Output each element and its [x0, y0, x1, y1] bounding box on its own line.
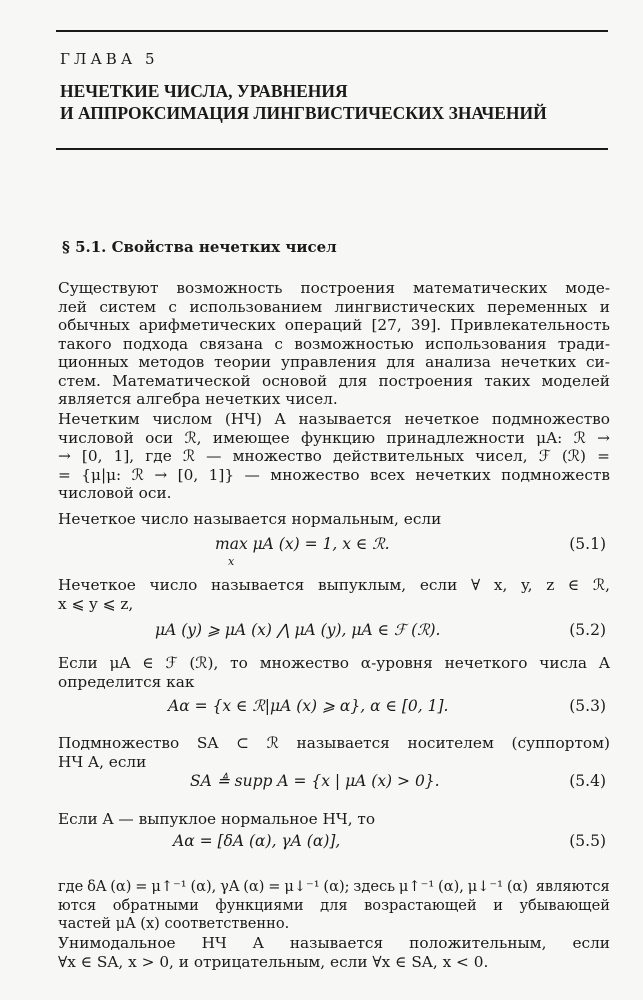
word: число	[149, 576, 198, 594]
word: (ℛ),	[189, 654, 219, 672]
word: (α)	[110, 878, 132, 895]
word: нечеткого	[444, 654, 528, 672]
word: и	[493, 896, 503, 914]
word: арифметических	[138, 316, 276, 334]
text-span	[58, 279, 610, 298]
word: называется	[210, 576, 305, 594]
word: ℛ,	[184, 428, 202, 447]
word: ℛ	[131, 465, 144, 484]
word: использованием	[189, 297, 323, 316]
word: стем.	[58, 371, 101, 390]
word: оси	[145, 428, 174, 447]
word: ∈	[142, 654, 154, 672]
word: моде-	[565, 279, 610, 297]
equation-expr: Aα = [δA (α), γA (α)],	[173, 832, 341, 850]
word: 1],	[113, 447, 135, 465]
paragraph-1	[58, 279, 610, 409]
word: НЧ	[201, 934, 227, 952]
word: (α)	[243, 878, 265, 895]
text-line	[58, 298, 610, 317]
word: A	[252, 934, 264, 952]
word: называется	[296, 734, 390, 752]
text-line	[58, 915, 610, 934]
word: с	[168, 297, 177, 316]
word: ℛ,	[592, 576, 610, 594]
inverse-text	[58, 878, 610, 934]
word: построения	[378, 371, 473, 390]
word: обратными	[112, 896, 199, 914]
word: ционных	[58, 353, 129, 371]
word: (α),	[190, 878, 217, 895]
alpha-intro	[58, 654, 610, 691]
text-line	[58, 734, 610, 753]
chapter-label: ГЛАВА 5	[60, 50, 159, 68]
word: положительным,	[409, 934, 547, 952]
word: →	[597, 428, 610, 447]
text-line	[58, 279, 610, 298]
word: множество	[259, 654, 349, 672]
word: функцию	[301, 428, 376, 447]
word: ℛ	[182, 447, 196, 465]
word: анализа	[425, 353, 491, 371]
word: нечетких	[500, 353, 577, 371]
text-span: числовой оси.	[58, 484, 172, 502]
text-span: НЧ A, если	[58, 752, 147, 771]
word: (α)	[506, 878, 529, 895]
text-span	[58, 654, 610, 673]
word: числовой	[58, 428, 134, 447]
equation-number: (5.5)	[569, 832, 606, 850]
word: ℱ	[165, 654, 178, 672]
word: чисел,	[475, 447, 528, 465]
word: —	[244, 465, 260, 484]
text-span	[58, 466, 610, 485]
text-line	[58, 429, 610, 448]
word: (НЧ)	[224, 410, 262, 428]
text-span	[58, 878, 610, 897]
equation-5-1	[58, 535, 610, 568]
word: {μ|μ:	[81, 465, 122, 484]
word: (суппортом)	[511, 734, 610, 752]
text-line	[58, 316, 610, 335]
word: нечеткое	[404, 410, 480, 428]
text-span	[58, 734, 610, 753]
top-rule	[56, 30, 608, 32]
word: где	[145, 447, 172, 465]
word: с	[274, 334, 283, 353]
word: ются	[58, 896, 97, 914]
word: μA	[109, 654, 131, 672]
word: Если	[58, 654, 98, 672]
word: возможность	[176, 279, 283, 297]
word: моделей	[541, 371, 610, 390]
word: систем	[99, 297, 157, 316]
equation-expr: max μA (x) = 1, x ∈ ℛ.	[215, 535, 390, 553]
text-span: ∀x ∈ SA, x > 0, и отрицательным, если ∀x ∈ SA, x < 0.	[58, 952, 489, 971]
word: математических	[412, 279, 548, 297]
word: подхода	[122, 334, 189, 353]
word: и	[599, 297, 610, 316]
word: лей	[58, 297, 87, 316]
word: множество	[232, 447, 322, 465]
word: возрастающей	[364, 896, 477, 914]
word: таких	[484, 371, 531, 390]
word: ℛ	[266, 734, 279, 752]
text-line	[58, 595, 610, 614]
word: основой	[262, 371, 328, 390]
text-span	[58, 897, 610, 916]
word: [0,	[177, 465, 199, 484]
word: Подмножество	[58, 734, 180, 752]
word: связана	[199, 334, 264, 353]
word: μ↑⁻¹	[398, 878, 435, 895]
word: для	[338, 371, 368, 390]
word: ℱ	[538, 447, 551, 465]
word: переменных	[487, 297, 588, 316]
word: —	[206, 447, 222, 465]
word: 1]}	[208, 465, 235, 484]
word: (α);	[323, 878, 350, 895]
text-span	[58, 934, 610, 953]
word: числа	[539, 654, 588, 672]
word: μ↑⁻¹	[151, 878, 187, 895]
word: Существуют	[58, 279, 159, 297]
word: →	[58, 447, 71, 465]
word: где	[58, 878, 84, 895]
word: =	[268, 878, 281, 895]
text-line	[58, 466, 610, 485]
word: подмножество	[491, 410, 610, 428]
equation-5-4	[58, 772, 610, 794]
word: если	[419, 576, 458, 594]
word: ∀	[471, 576, 481, 594]
normal-intro	[58, 510, 610, 529]
text-line	[58, 353, 610, 372]
text-line	[58, 372, 610, 391]
text-span	[58, 576, 610, 595]
word: построения	[300, 279, 395, 297]
paragraph-2	[58, 410, 610, 503]
text-span: частей μA (x) соответственно.	[58, 915, 290, 932]
text-line	[58, 654, 610, 673]
word: y,	[521, 576, 533, 594]
word: возможностью	[294, 334, 414, 353]
word: =	[135, 878, 148, 895]
word: [0,	[81, 447, 103, 465]
word: ⊂	[236, 734, 249, 752]
word: обычных	[58, 316, 130, 334]
word: z	[546, 576, 555, 594]
equation-5-2	[58, 621, 610, 643]
word: являются	[535, 878, 610, 895]
text-line	[58, 484, 610, 503]
text-span: x ⩽ y ⩽ z,	[58, 594, 134, 613]
word: множество	[270, 465, 360, 484]
word: =	[597, 447, 610, 465]
word: [27,	[371, 316, 402, 334]
text-span	[58, 410, 610, 429]
text-line	[58, 447, 610, 466]
word: действительных	[332, 447, 464, 465]
equation-number: (5.3)	[569, 697, 606, 715]
word: называется	[289, 934, 384, 952]
word: Нечетким	[58, 410, 140, 428]
word: 39].	[410, 316, 442, 334]
convex-normal-intro	[58, 810, 610, 829]
text-span: является алгебра нечетких чисел.	[58, 390, 338, 408]
word: теории	[214, 353, 272, 371]
word: принадлежности	[386, 428, 525, 447]
section-heading: § 5.1. Свойства нечетких чисел	[62, 238, 337, 256]
equation-5-5	[58, 832, 610, 854]
equation-expr: SA ≜ supp A = {x | μA (x) > 0}.	[190, 772, 440, 790]
equation-number: (5.1)	[569, 535, 606, 553]
max-subscript: x	[228, 555, 235, 568]
text-span	[58, 335, 610, 354]
word: выпуклым,	[317, 576, 407, 594]
word: A	[598, 654, 610, 672]
word: операций	[284, 316, 363, 334]
chapter-title-line-2: И АППРОКСИМАЦИЯ ЛИНГВИСТИЧЕСКИХ ЗНАЧЕНИЙ	[60, 103, 547, 123]
chapter-title	[60, 80, 620, 124]
title-rule	[56, 148, 608, 150]
word: использования	[424, 334, 547, 353]
text-line	[58, 335, 610, 354]
word: то	[230, 654, 248, 672]
word: →	[154, 465, 168, 484]
text-span	[58, 429, 610, 448]
text-line	[58, 810, 610, 829]
word: функциями	[215, 896, 304, 914]
word: ∈	[567, 576, 580, 594]
word: μ↓⁻¹	[467, 878, 503, 895]
text-line	[58, 410, 610, 429]
word: методов	[138, 353, 205, 371]
text-span: Если A — выпуклое нормальное НЧ, то	[58, 810, 376, 828]
word: убывающей	[519, 896, 610, 914]
equation-number: (5.4)	[569, 772, 606, 790]
equation-expr: μA (y) ⩾ μA (x) ⋀ μA (y), μA ∈ ℱ (ℛ).	[155, 621, 441, 639]
word: Математической	[112, 371, 251, 390]
word: (ℛ)	[561, 447, 586, 465]
text-span	[58, 298, 610, 317]
text-span	[58, 372, 610, 391]
equation-number: (5.2)	[569, 621, 606, 639]
text-line	[58, 897, 610, 916]
convex-intro	[58, 576, 610, 613]
word: подмножеств	[501, 465, 610, 484]
word: всех	[370, 465, 405, 484]
word: управления	[280, 353, 377, 371]
support-intro	[58, 734, 610, 771]
word: для	[320, 896, 348, 914]
word: лингвистических	[334, 297, 475, 316]
equation-expr: Aα = {x ∈ ℛ|μA (x) ⩾ α}, α ∈ [0, 1].	[168, 697, 449, 715]
text-line	[58, 878, 610, 897]
word: Привлекательность	[450, 316, 610, 334]
word: носителем	[407, 734, 494, 752]
text-line	[58, 953, 610, 972]
word: SA	[196, 734, 219, 752]
word: нечетких	[415, 465, 491, 484]
text-line	[58, 753, 610, 772]
word: здесь	[353, 878, 396, 895]
word: числом	[152, 410, 213, 428]
text-span	[58, 316, 610, 335]
word: для	[386, 353, 416, 371]
text-span	[58, 447, 610, 466]
text-line	[58, 510, 610, 529]
unimodal-text	[58, 934, 610, 971]
word: Унимодальное	[58, 934, 176, 952]
word: μ↓⁻¹	[284, 878, 320, 895]
text-span	[58, 353, 610, 372]
word: δA	[87, 878, 107, 895]
word: (α),	[438, 878, 464, 895]
word: x,	[493, 576, 508, 594]
text-line	[58, 576, 610, 595]
word: си-	[585, 353, 610, 371]
word: называется	[298, 410, 392, 428]
text-line	[58, 673, 610, 692]
word: Нечеткое	[58, 576, 136, 594]
word: γA	[220, 878, 240, 895]
word: α-уровня	[360, 654, 433, 672]
word: тради-	[557, 334, 610, 353]
word: =	[58, 465, 71, 484]
chapter-title-line-1: НЕЧЕТКИЕ ЧИСЛА, УРАВНЕНИЯ	[60, 81, 348, 101]
word: μA:	[536, 428, 563, 447]
text-line	[58, 934, 610, 953]
word: если	[572, 934, 610, 952]
word: имеющее	[212, 428, 290, 447]
equation-5-3	[58, 697, 610, 719]
word: такого	[58, 334, 112, 353]
text-span: Нечеткое число называется нормальным, если	[58, 510, 442, 528]
text-line	[58, 390, 610, 409]
word: ℛ	[573, 428, 586, 447]
word: A	[274, 410, 286, 428]
text-span: определится как	[58, 672, 195, 691]
